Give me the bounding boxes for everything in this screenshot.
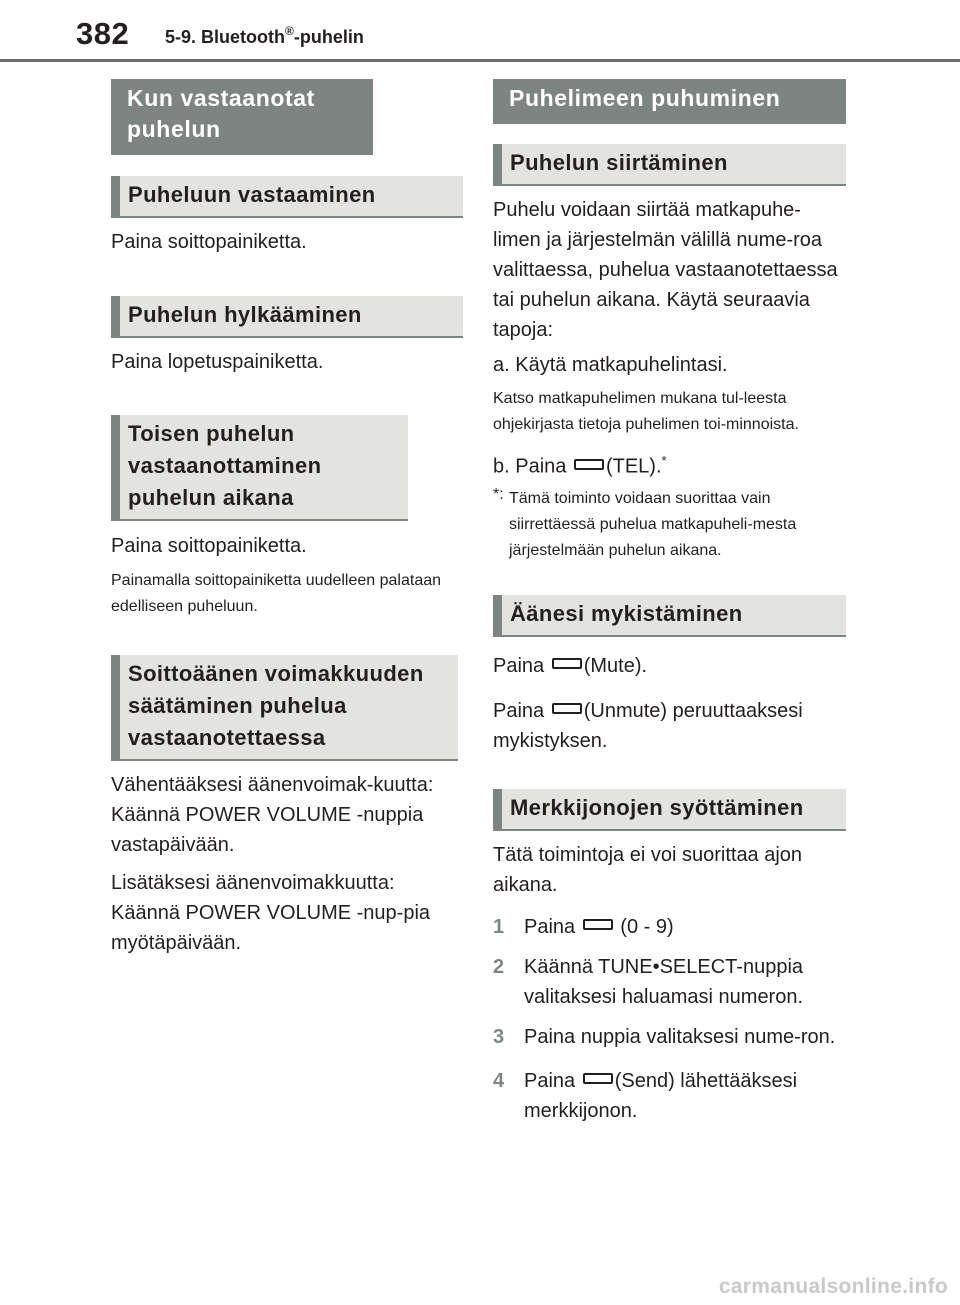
second-call-text: Paina soittopainiketta. (111, 535, 307, 557)
transfer-footnote (493, 486, 846, 564)
transfer-option-a: a. Käytä matkapuhelintasi. (493, 354, 728, 376)
step-1 (493, 912, 846, 942)
transfer-intro: Puhelu voidaan siirtää matkapuhe-limen ja järjestelmän välillä nume-roa valittaessa, puhelua vastaanotettaessa tai puhelun aikana. Käytä seuraavia tapoja: (493, 199, 838, 341)
subheading-ring-volume: Soittoäänen voimakkuuden säätäminen puhelua vastaanotettaessa (111, 655, 458, 761)
watermark: carmanualsonline.info (718, 1275, 948, 1298)
main-heading-receiving: Kun vastaanotat puhelun (111, 79, 373, 155)
ring-volume-increase: Lisätäksesi äänenvoimakkuutta: Käännä POWER VOLUME -nup-pia myötäpäivään. (111, 872, 431, 954)
subheading-transfer: Puhelun siirtäminen (493, 144, 846, 186)
send-button-icon (583, 1073, 613, 1084)
transfer-option-b (493, 446, 846, 482)
reject-text: Paina lopetuspainiketta. (111, 351, 324, 373)
mute-suffix: (Mute). (583, 654, 648, 677)
transfer-option-a-note: Katso matkapuhelimen mukana tul-leesta ohjekirjasta tietoja puhelimen toi-minnoista. (493, 390, 799, 433)
right-column (493, 79, 846, 1126)
main-heading-talking: Puhelimeen puhuminen (493, 79, 846, 124)
subheading-reject: Puhelun hylkääminen (111, 296, 463, 338)
step-number: 2 (493, 955, 505, 978)
section-suffix: -puhelin (293, 27, 364, 47)
subheading-mute: Äänesi mykistäminen (493, 595, 846, 637)
left-column (111, 79, 463, 958)
option-b-prefix: b. Paina (493, 455, 567, 478)
footnote-mark: *: (493, 485, 504, 503)
footnote-text: Tämä toiminto voidaan suorittaa vain siirrettäessä puhelua matkapuheli-mesta järjestelmään puhelun aikana. (509, 489, 797, 559)
mute-prefix: Paina (493, 654, 545, 677)
step-number: 1 (493, 915, 505, 938)
step-4 (493, 1066, 844, 1126)
section-title (165, 24, 364, 48)
subheading-second-call: Toisen puhelun vastaanottaminen puhelun aikana (111, 415, 408, 521)
unmute-line (493, 696, 846, 756)
header-rule (0, 59, 960, 62)
unmute-button-icon (552, 703, 582, 714)
digit-button-icon (583, 919, 613, 930)
unmute-suffix: (Unmute) peruuttaaksesi mykistyksen. (493, 699, 803, 752)
step-4-prefix: Paina (524, 1069, 576, 1092)
page-number: 382 (76, 16, 130, 51)
step-1-suffix: (0 - 9) (620, 915, 674, 938)
unmute-prefix: Paina (493, 699, 545, 722)
answer-text: Paina soittopainiketta. (111, 231, 307, 253)
step-number: 4 (493, 1069, 505, 1092)
option-b-suffix: (TEL). (605, 455, 662, 478)
registered-mark: ® (285, 24, 294, 38)
section-prefix: 5-9. Bluetooth (165, 27, 285, 47)
step-3 (493, 1022, 844, 1052)
chars-intro: Tätä toimintoja ei voi suorittaa ajon aikana. (493, 843, 803, 896)
step-number: 3 (493, 1025, 505, 1048)
tel-button-icon (574, 459, 604, 470)
option-b-footnote-mark: * (661, 453, 667, 468)
step-3-text: Paina nuppia valitaksesi nume-ron. (524, 1025, 836, 1048)
second-call-note: Painamalla soittopainiketta uudelleen palataan edelliseen puheluun. (111, 572, 442, 615)
mute-line (493, 651, 846, 681)
step-2 (493, 952, 846, 1012)
mute-button-icon (552, 658, 582, 669)
step-4-suffix: (Send) lähettääksesi merkkijonon. (524, 1069, 798, 1122)
ring-volume-decrease: Vähentääksesi äänenvoimak-kuutta: Käännä POWER VOLUME -nuppia vastapäivään. (111, 774, 434, 856)
step-1-prefix: Paina (524, 915, 576, 938)
step-2-text: Käännä TUNE•SELECT-nuppia valitaksesi haluamasi numeron. (524, 955, 804, 1008)
subheading-chars: Merkkijonojen syöttäminen (493, 789, 846, 831)
subheading-answer: Puheluun vastaaminen (111, 176, 463, 218)
